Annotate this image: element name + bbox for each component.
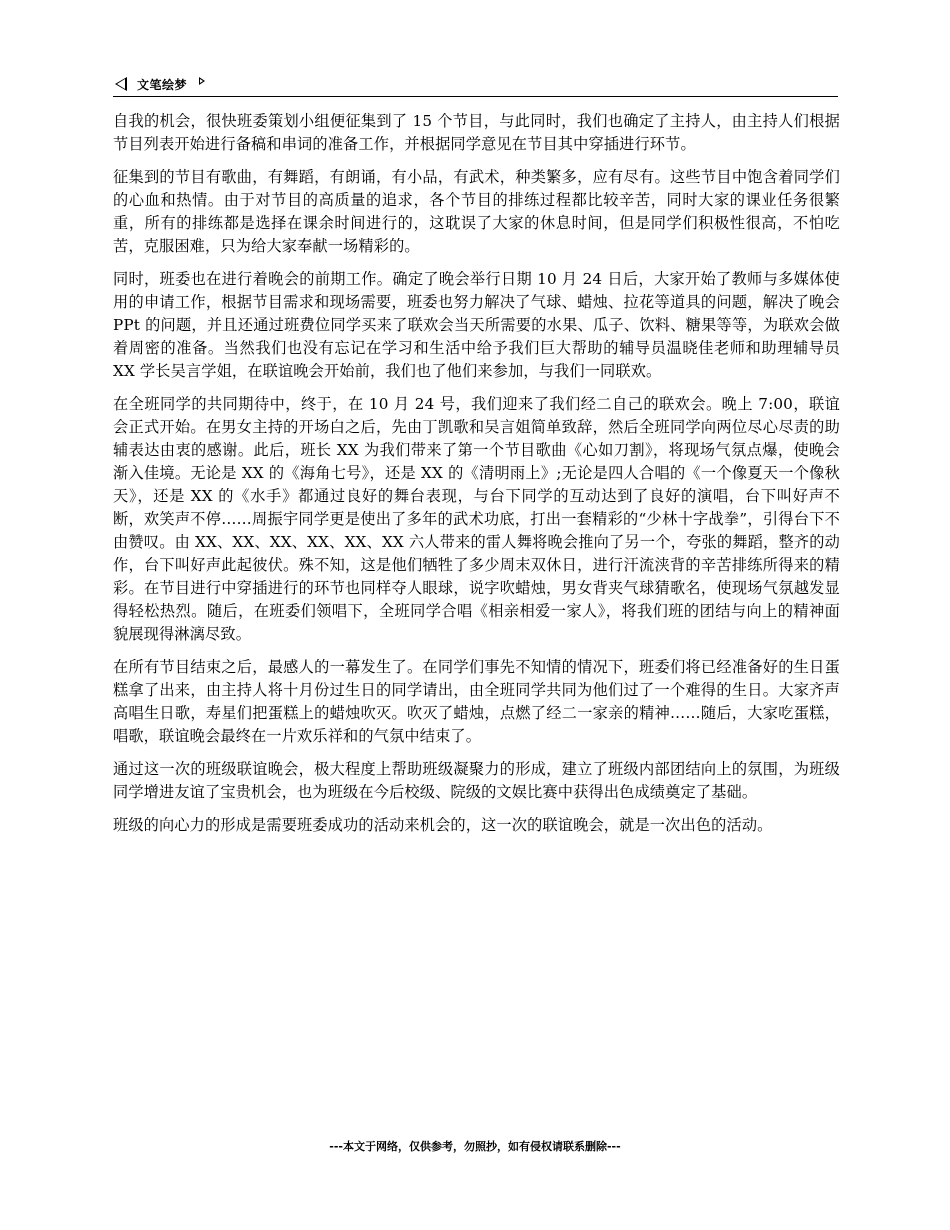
page-header <box>113 72 838 97</box>
paragraph: 在全班同学的共同期待中，终于，在 10 月 24 号，我们迎来了我们经二自己的联欢会。晚上 7:00，联谊会正式开始。在男女主持的开场白之后，先由丁凯歌和吴言姐简单致辞，然后全班同学向两位尽心尽责的助辅表达由衷的感谢。此后，班长 XX 为我们带来了第一个节目歌曲《心如刀割》，将现场气氛点爆，使晚会渐入佳境。无论是 XX 的《海角七号》，还是 XX 的《清明雨上》;无论是四人合唱的《一个像夏天一个像秋天》，还是 XX 的《水手》都通过良好的舞台表现，与台下同学的互动达到了良好的演唱，台下叫好声不断，欢笑声不停……周振宇同学更是使出了多年的武术功底，打出一套精彩的“少林十字战拳”，引得台下不由赞叹。由 XX、XX、XX、XX、XX、XX 六人带来的雷人舞将晚会推向了另一个，夸张的舞蹈，整齐的动作，台下叫好声此起彼伏。殊不知，这是他们牺牲了多少周末双休日，进行汗流浃背的辛苦排练所得来的精彩。在节目进行中穿插进行的环节也同样夺人眼球，说字吹蜡烛，男女背夹气球猜歌名，使现场气氛越发显得轻松热烈。随后，在班委们领唱下，全班同学合唱《相亲相爱一家人》，将我们班的团结与向上的精神面貌展现得淋漓尽致。 <box>113 395 840 643</box>
triangle-right-icon <box>199 77 205 85</box>
paragraph: 通过这一次的班级联谊晚会，极大程度上帮助班级凝聚力的形成，建立了班级内部团结向上的氛围，为班级同学增进友谊了宝贵机会，也为班级在今后校级、院级的文娱比赛中获得出色成绩奠定了基础。 <box>113 760 840 801</box>
document-body <box>113 110 840 847</box>
header-title: 文笔绘梦 <box>137 77 188 92</box>
paragraph: 班级的向心力的形成是需要班委成功的活动来机会的，这一次的联谊晚会，就是一次出色的活动。 <box>113 816 773 834</box>
paragraph: 在所有节目结束之后，最感人的一幕发生了。在同学们事先不知情的情况下，班委们将已经准备好的生日蛋糕拿了出来，由主持人将十月份过生日的同学请出，由全班同学共同为他们过了一个难得的生日。大家齐声高唱生日歌，寿星们把蛋糕上的蜡烛吹灭。吹灭了蜡烛，点燃了经二一家亲的精神……随后，大家吃蛋糕，唱歌，联谊晚会最终在一片欢乐祥和的气氛中结束了。 <box>113 658 840 745</box>
page-footer: ---本文于网络，仅供参考，勿照抄，如有侵权请联系删除--- <box>329 1140 621 1153</box>
paragraph: 征集到的节目有歌曲，有舞蹈，有朗诵，有小品，有武术，种类繁多，应有尽有。这些节目中饱含着同学们的心血和热情。由于对节目的高质量的追求，各个节目的排练过程都比较辛苦，同时大家的课业任务很繁重，所有的排练都是选择在课余时间进行的，这耽误了大家的休息时间，但是同学们积极性很高，不怕吃苦，克服困难，只为给大家奉献一场精彩的。 <box>113 168 840 255</box>
triangle-left-icon <box>115 77 127 91</box>
paragraph: 同时，班委也在进行着晚会的前期工作。确定了晚会举行日期 10 月 24 日后，大家开始了教师与多媒体使用的申请工作，根据节目需求和现场需要，班委也努力解决了气球、蜡烛、拉花等道具的问题，解决了晚会 PPt 的问题，并且还通过班费位同学买来了联欢会当天所需要的水果、瓜子、饮料、糖果等等，为联欢会做着周密的准备。当然我们也没有忘记在学习和生活中给予我们巨大帮助的辅导员温晓佳老师和助理辅导员 XX 学长吴言学姐，在联谊晚会开始前，我们也了他们来参加，与我们一同联欢。 <box>113 270 840 380</box>
paragraph: 自我的机会，很快班委策划小组便征集到了 15 个节目，与此同时，我们也确定了主持人，由主持人们根据节目列表开始进行备稿和串词的准备工作，并根据同学意见在节目其中穿插进行环节。 <box>113 112 840 153</box>
